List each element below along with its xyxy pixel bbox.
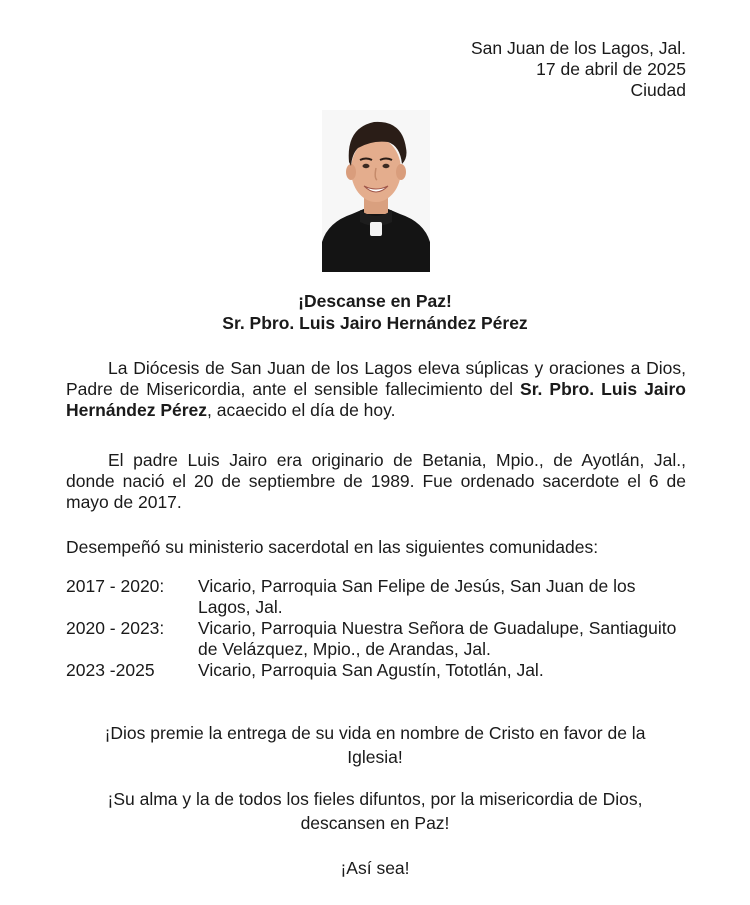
assignment-row xyxy=(66,576,686,618)
assignment-years: 2023 -2025 xyxy=(66,660,155,680)
assignment-place: Vicario, Parroquia San Agustín, Tototlán, Jal. xyxy=(198,660,544,680)
header-date: 17 de abril de 2025 xyxy=(536,59,686,79)
assignment-place: Vicario, Parroquia San Felipe de Jesús, San Juan de los Lagos, Jal. xyxy=(198,576,636,617)
paragraph-announcement xyxy=(66,358,686,421)
assignment-years: 2017 - 2020: xyxy=(66,576,165,596)
paragraph-biography xyxy=(66,450,686,513)
paragraph1-text-b: , acaecido el día de hoy. xyxy=(207,400,396,420)
priest-portrait-icon xyxy=(322,110,430,272)
header-city: Ciudad xyxy=(630,80,686,100)
header-block xyxy=(471,38,686,101)
assignment-row xyxy=(66,618,686,660)
assignment-row xyxy=(66,660,686,681)
title-block xyxy=(0,290,750,334)
paragraph1-name: Sr. Pbro. Luis Jairo Hernández Pérez xyxy=(66,379,686,420)
closing-amen: ¡Así sea! xyxy=(340,858,410,878)
paragraph-ministry-intro: Desempeñó su ministerio sacerdotal en las siguientes comunidades: xyxy=(66,537,599,557)
header-place: San Juan de los Lagos, Jal. xyxy=(470,38,686,58)
assignments-list xyxy=(66,576,686,681)
assignment-years: 2020 - 2023: xyxy=(66,618,165,638)
assignment-place: Vicario, Parroquia Nuestra Señora de Guadalupe, Santiaguito de Velázquez, Mpio., de Arandas, Jal. xyxy=(198,618,677,659)
title-rest-in-peace: ¡Descanse en Paz! xyxy=(298,291,452,311)
closing-prayer-2: ¡Su alma y la de todos los fieles difuntos, por la misericordia de Dios, descansen en Paz! xyxy=(107,789,643,833)
title-name: Sr. Pbro. Luis Jairo Hernández Pérez xyxy=(222,313,528,333)
paragraph1-text-a: La Diócesis de San Juan de los Lagos eleva súplicas y oraciones a Dios, Padre de Misericordia, ante el sensible fallecimiento del xyxy=(66,358,686,399)
paragraph2-text: El padre Luis Jairo era originario de Betania, Mpio., de Ayotlán, Jal., donde nació el 20 de septiembre de 1989. Fue ordenado sacerdote el 6 de mayo de 2017. xyxy=(66,450,686,512)
closing-prayer-1: ¡Dios premie la entrega de su vida en nombre de Cristo en favor de la Iglesia! xyxy=(104,723,646,767)
